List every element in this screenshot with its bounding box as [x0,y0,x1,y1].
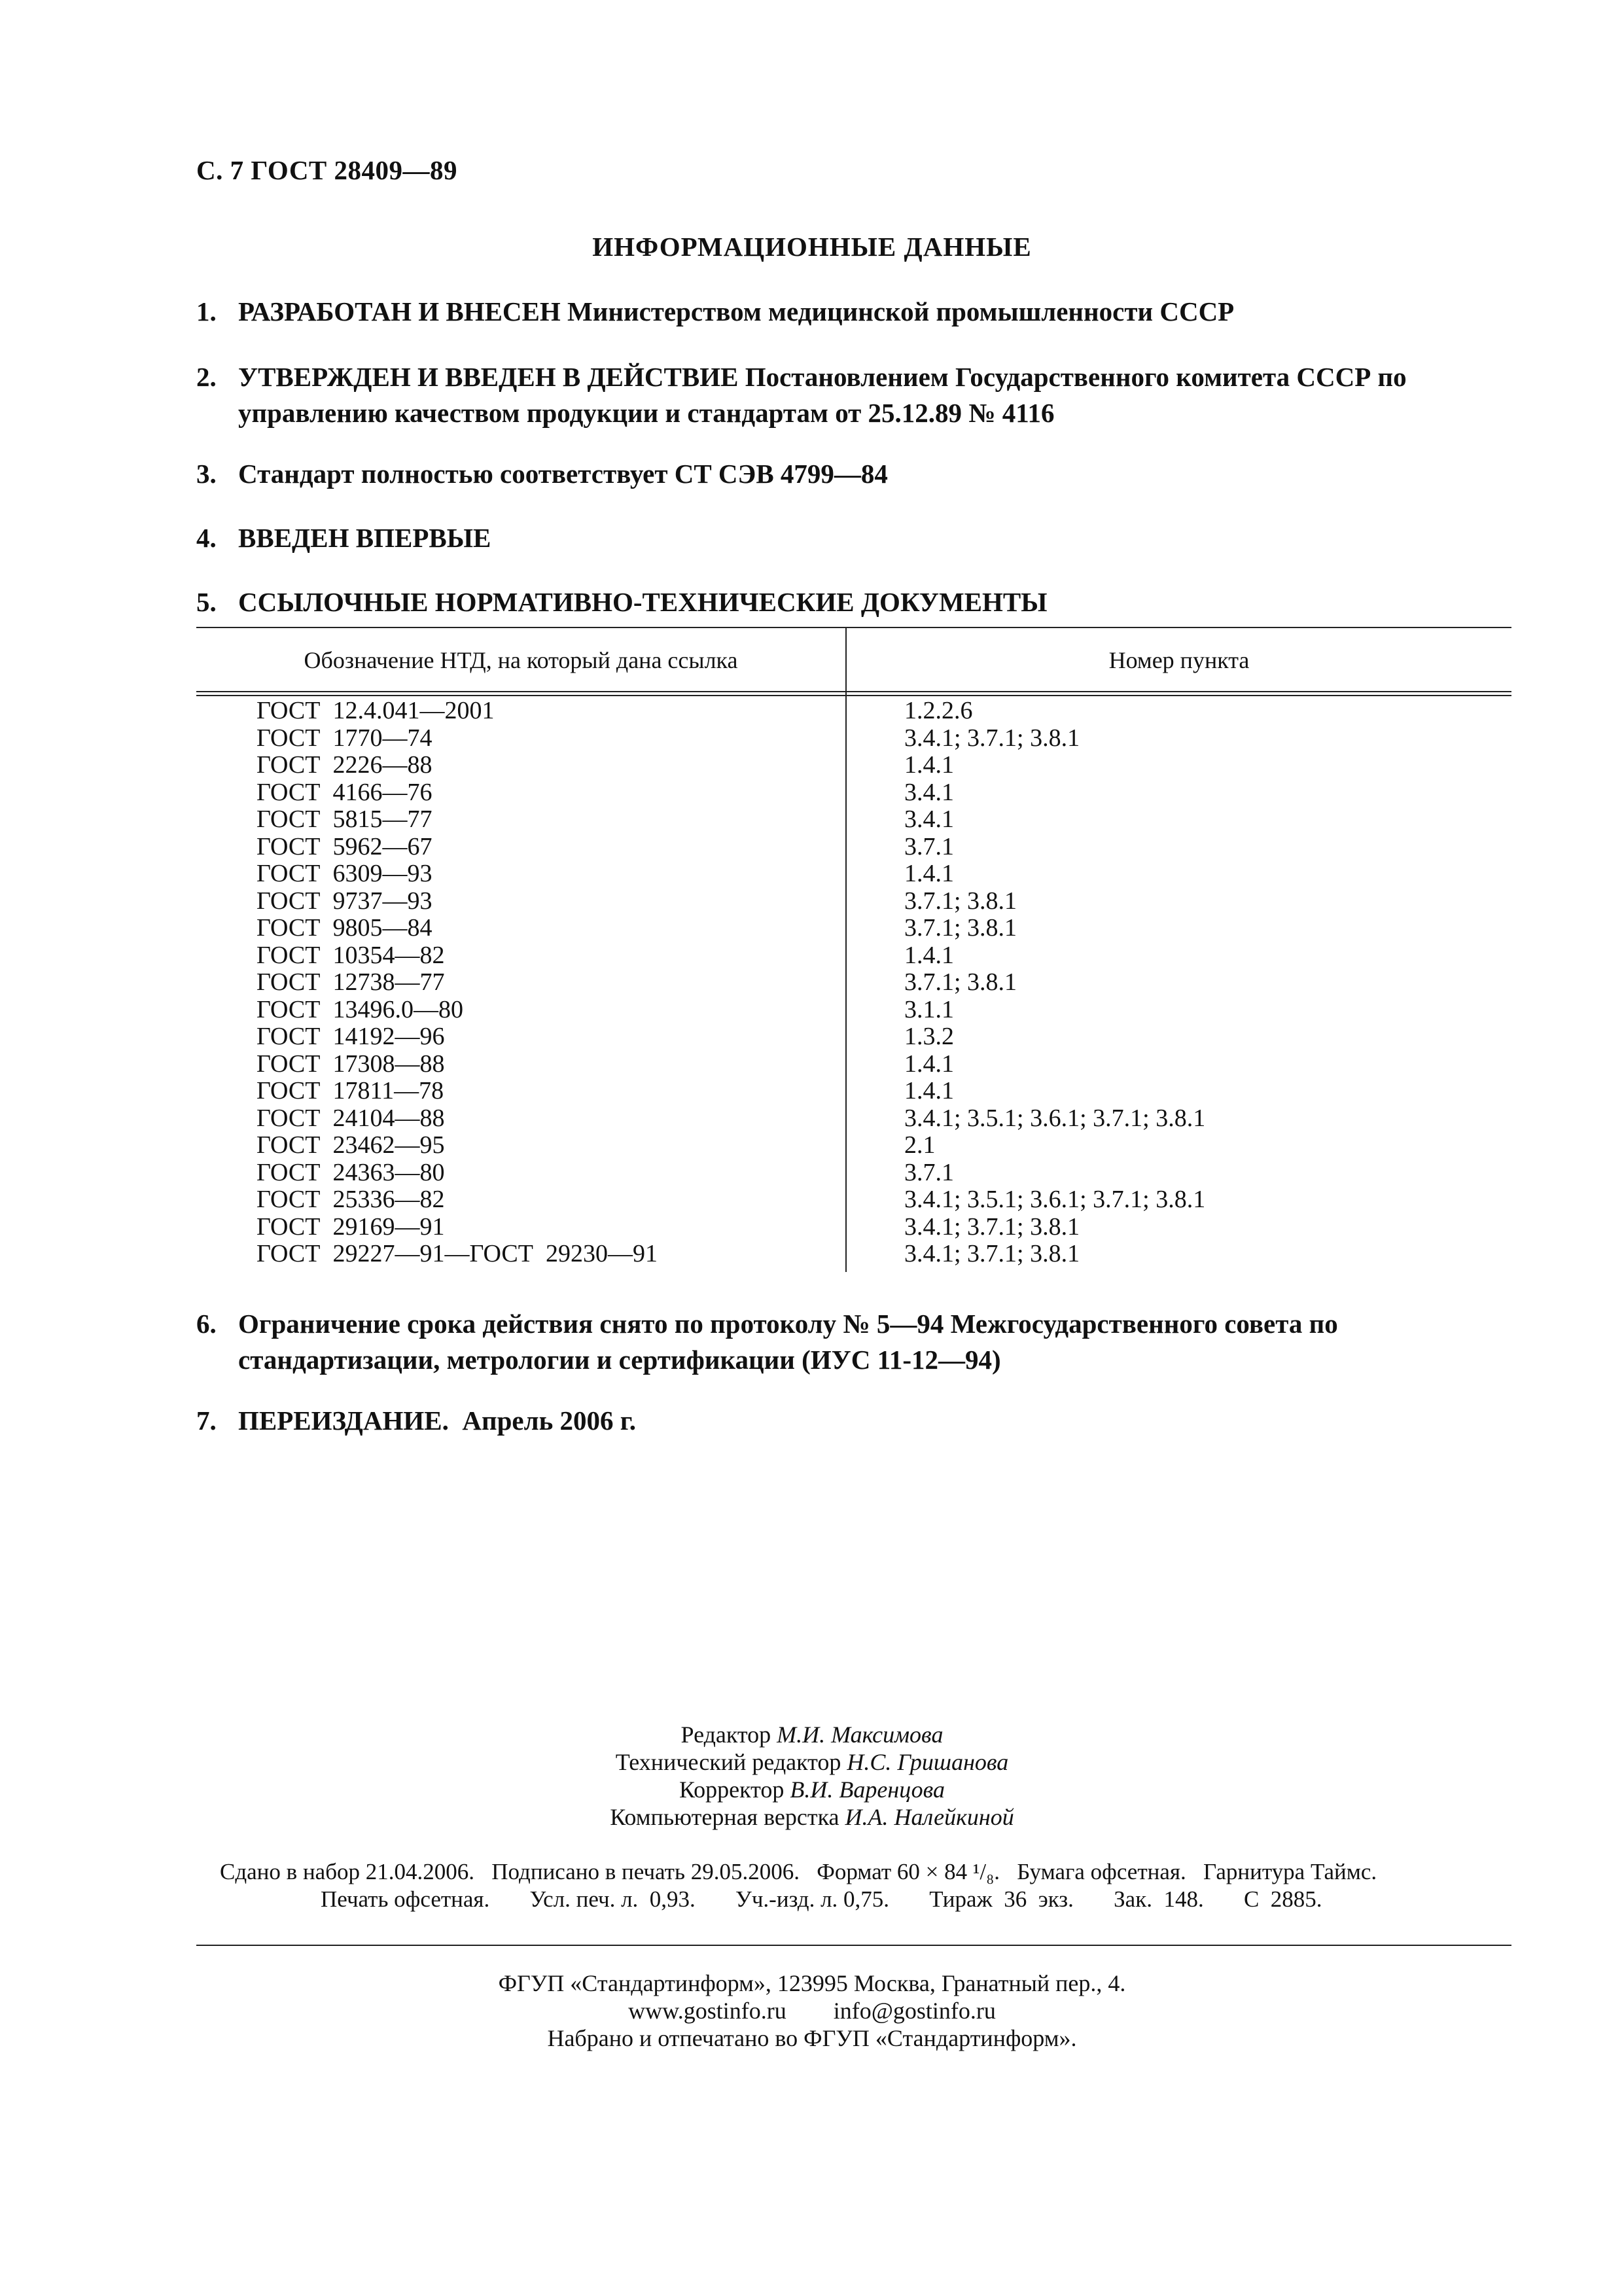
item-number: 1. [196,296,217,327]
table-row [196,834,1511,861]
publisher-block [0,1969,1624,2052]
reference-document: ГОСТ 29169—91 [256,1212,445,1241]
clause-numbers: 1.4.1 [904,1077,954,1104]
table-row [196,752,1511,779]
reference-document: ГОСТ 9737—93 [256,887,432,915]
reference-document: ГОСТ 24363—80 [256,1158,445,1186]
publisher-contacts [0,1997,1624,2024]
info-item-1 [196,294,1511,330]
credit-corrector: Корректор В.И. Варенцова [679,1776,945,1803]
credit-tech-editor: Технический редактор Н.С. Гришанова [615,1749,1009,1775]
item-text: Ограничение срока действия снято по протоколу № 5—94 Межгосударственного совета по стандартизации, метрологии и сертификации (ИУС 11-12—94) [238,1309,1338,1375]
table-rule [196,627,1511,628]
clause-numbers: 3.4.1; 3.5.1; 3.6.1; 3.7.1; 3.8.1 [904,1186,1206,1213]
reference-documents-table [196,627,1511,1272]
clause-numbers: 3.7.1; 3.8.1 [904,914,1017,942]
clause-numbers: 3.4.1 [904,805,954,833]
item-number: 5. [196,587,217,617]
clause-numbers: 3.4.1; 3.5.1; 3.6.1; 3.7.1; 3.8.1 [904,1104,1206,1132]
item-text: Апрель 2006 г. [448,1405,637,1436]
clause-numbers: 3.7.1 [904,1158,954,1186]
reference-document: ГОСТ 13496.0—80 [256,995,463,1023]
table-row [196,1186,1511,1214]
info-item-6 [196,1306,1511,1378]
item-text: Постановлением Государственного комитета СССР по управлению качеством продукции и стандартам от 25.12.89 № 4116 [238,362,1407,428]
item-lead: ССЫЛОЧНЫЕ НОРМАТИВНО-ТЕХНИЧЕСКИЕ ДОКУМЕНТЫ [238,587,1048,617]
item-text: Министерством медицинской промышленности СССР [560,296,1235,327]
reference-document: ГОСТ 23462—95 [256,1131,445,1159]
clause-numbers: 3.7.1; 3.8.1 [904,968,1017,996]
clause-numbers: 3.7.1; 3.8.1 [904,887,1017,915]
info-item-3 [196,456,1511,492]
table-row [196,997,1511,1024]
table-row [196,860,1511,888]
clause-numbers: 1.4.1 [904,751,954,779]
reference-document: ГОСТ 17811—78 [256,1077,444,1104]
clause-numbers: 1.2.2.6 [904,697,973,724]
table-rule [196,691,1511,692]
credit-layout: Компьютерная верстка И.А. Налейкиной [610,1804,1014,1830]
clause-numbers: 2.1 [904,1131,936,1159]
table-row [196,779,1511,807]
reference-document: ГОСТ 14192—96 [256,1023,445,1050]
item-number: 6. [196,1309,217,1339]
clause-numbers: 3.7.1 [904,832,954,860]
item-text: Стандарт полностью соответствует СТ СЭВ 4799—84 [238,459,888,489]
clause-numbers: 3.4.1; 3.7.1; 3.8.1 [904,724,1080,752]
item-number: 4. [196,523,217,553]
table-row [196,1078,1511,1105]
info-item-7 [196,1403,1511,1439]
column-header-document: Обозначение НТД, на который дана ссылка [304,647,738,673]
table-row [196,1023,1511,1051]
reference-document: ГОСТ 2226—88 [256,751,432,779]
print-info [196,1858,1511,1913]
item-lead: ВВЕДЕН ВПЕРВЫЕ [238,523,491,553]
clause-numbers: 1.4.1 [904,860,954,887]
table-rule [196,695,1511,696]
reference-document: ГОСТ 10354—82 [256,941,445,969]
clause-numbers: 1.4.1 [904,1050,954,1078]
table-row [196,1214,1511,1241]
item-lead: УТВЕРЖДЕН И ВВЕДЕН В ДЕЙСТВИЕ [238,362,739,392]
item-number: 3. [196,459,217,489]
publisher-printing: Набрано и отпечатано во ФГУП «Стандартинформ». [547,2025,1077,2051]
table-row [196,806,1511,834]
clause-numbers: 1.4.1 [904,941,954,969]
info-item-5 [196,584,1511,620]
item-lead: ПЕРЕИЗДАНИЕ. [238,1405,449,1436]
item-number: 2. [196,362,217,392]
clause-numbers: 1.3.2 [904,1023,954,1050]
column-header-clause: Номер пункта [1108,647,1250,673]
document-title: ИНФОРМАЦИОННЫЕ ДАННЫЕ [592,232,1032,262]
reference-document: ГОСТ 29227—91—ГОСТ 29230—91 [256,1240,658,1267]
publisher-email[interactable]: info@gostinfo.ru [833,1998,996,2024]
clause-numbers: 3.4.1; 3.7.1; 3.8.1 [904,1212,1080,1241]
credits-block [0,1721,1624,1831]
reference-document: ГОСТ 17308—88 [256,1050,445,1078]
print-info-line-2: Печать офсетная. Усл. печ. л. 0,93. Уч.-изд. л. 0,75. Тираж 36 экз. Зак. 148. С 2885. [321,1886,1322,1912]
reference-document: ГОСТ 9805—84 [256,914,432,942]
reference-document: ГОСТ 12.4.041—2001 [256,697,495,724]
reference-document: ГОСТ 25336—82 [256,1186,445,1213]
table-row [196,942,1511,970]
table-row [196,1159,1511,1187]
table-row [196,698,1511,725]
page-header: С. 7 ГОСТ 28409—89 [196,155,458,185]
table-row [196,915,1511,942]
info-item-2 [196,359,1511,431]
table-row [196,725,1511,752]
table-body [196,698,1511,1268]
reference-document: ГОСТ 12738—77 [256,968,445,996]
table-row [196,969,1511,997]
reference-document: ГОСТ 24104—88 [256,1104,445,1132]
item-lead: РАЗРАБОТАН И ВНЕСЕН [238,296,561,327]
reference-document: ГОСТ 5962—67 [256,832,432,860]
table-row [196,1132,1511,1159]
publisher-address: ФГУП «Стандартинформ», 123995 Москва, Гранатный пер., 4. [498,1970,1126,1996]
footer-rule [196,1945,1511,1946]
reference-document: ГОСТ 1770—74 [256,724,432,752]
clause-numbers: 3.4.1; 3.7.1; 3.8.1 [904,1240,1080,1267]
table-row [196,888,1511,915]
publisher-website[interactable]: www.gostinfo.ru [628,1998,786,2024]
table-row [196,1051,1511,1078]
print-info-line-1: Сдано в набор 21.04.2006. Подписано в печать 29.05.2006. Формат 60 × 84 ¹/₈. Бумага офсетная. Гарнитура Таймс. [220,1859,1377,1884]
reference-document: ГОСТ 5815—77 [256,805,432,833]
clause-numbers: 3.1.1 [904,995,954,1023]
reference-document: ГОСТ 6309—93 [256,860,432,887]
item-number: 7. [196,1405,217,1436]
table-row [196,1241,1511,1268]
table-row [196,1105,1511,1133]
reference-document: ГОСТ 4166—76 [256,778,432,806]
credit-editor: Редактор М.И. Максимова [680,1722,944,1748]
clause-numbers: 3.4.1 [904,778,954,806]
info-item-4 [196,520,1511,556]
